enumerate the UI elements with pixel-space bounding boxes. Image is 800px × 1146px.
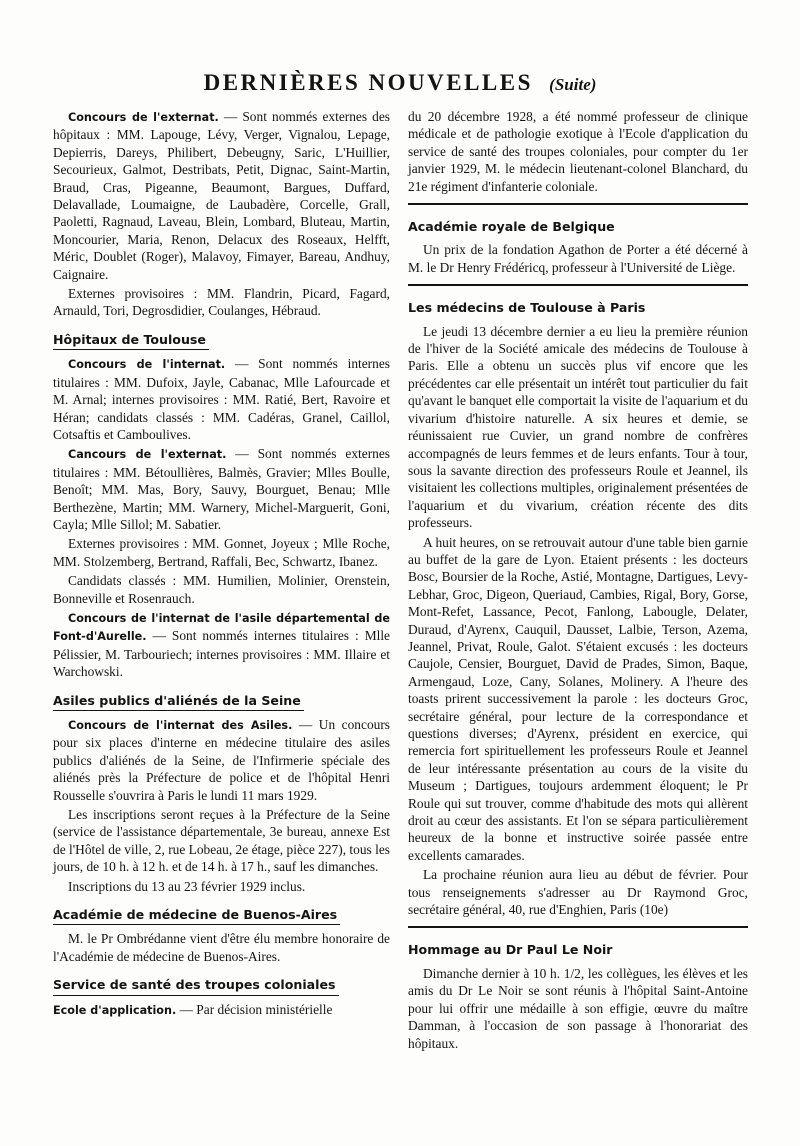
toulouse-paris-p1: Le jeudi 13 décembre dernier a eu lieu la première réunion de l'hiver de la Société amicale des médecins de Toulouse à Paris. Elle a obtenu un succès plus vif encore que les précédentes car elle présentait un intérêt tout particulier du fait qu'avant le banquet elle comportait la visite de l'aquarium et du vivarium d'histoire naturelle. A six heures et demie, se réunissaient rue Cuvier, un grand nombre de confrères accompagnés de leurs femmes et de leurs enfants. Tour à tour, sous la savante direction des professeurs Roule et Jeannel, ils visitaient les collections multiples, originalement présentées de l'aquarium et du vivarium, création récente des dits professeurs. [408,323,748,531]
section-asiles-seine: Asiles publics d'aliénés de la Seine [53,692,304,711]
externat-lead: Concours de l'externat. [68,111,219,124]
asiles-dates: Inscriptions du 13 au 23 février 1929 inclus. [68,878,306,894]
toulouse-internat: Concours de l'internat. — Sont nommés internes titulaires : MM. Dufoix, Jayle, Cabanac, Mlle Lafourcade et M. Arnal; internes provisoires : MM. Ratié, Bert, Ravoire et Héran; candidats classés : MM. Cadéras, Granel, Caillol, Cotsaftis et Camboulives. [53,356,390,442]
rule-belgique [408,203,748,205]
asiles-concours: Concours de l'internat des Asiles. — Un concours pour six places d'interne en médecine titulaire des asiles publics d'aliénés de la Seine, de l'Infirmerie spéciale des aliénés près la Préfecture de police et de l'hôpital Henri Rousselle s'ouvrira à Paris le lundi 11 mars 1929. [53,717,391,803]
title-suite: (Suite) [549,75,597,94]
belgique-text: Un prix de la fondation Agathon de Porter a été décerné à M. le Dr Henry Frédéricq, professeur à l'Université de Liège. [408,242,748,275]
section-academie-belgique: Académie royale de Belgique [408,219,615,235]
buenos-aires-text: M. le Pr Ombrédanne vient d'être élu membre honoraire de l'Académie de médecine de Buenos-Aires. [53,931,390,964]
page-title: DERNIÈRES NOUVELLES (Suite) [203,70,597,95]
left-column [53,108,390,1021]
section-hommage-le-noir: Hommage au Dr Paul Le Noir [408,942,613,958]
section-service-sante: Service de santé des troupes coloniales [53,976,339,995]
rule-hommage [408,926,748,928]
right-column [408,108,748,1054]
section-hopitaux-toulouse: Hôpitaux de Toulouse [53,331,209,350]
sante-paragraph: Ecole d'application. — Par décision ministérielle [53,1001,333,1017]
externat-paragraph: Concours de l'externat. — Sont nommés externes des hôpitaux : MM. Lapouge, Lévy, Verger, Vignalou, Lepage, Depierris, Dareys, Philibert, Debeugny, Saric, L'Huillier, Secourieux, Galmot, Destribats, Petit, Dignac, Saint-Martin, Braud, Cras, Pigeanne, Beaumont, Bargues, Duffard, Delavallade, Loumaigne, de Laubadère, Corcelle, Grall, Paoletti, Ragnaud, Laveau, Blein, Lombard, Bluteau, Martin, Moncourier, Maria, Renon, Delacux des Roseaux, Helfft, Méric, Doublet (Roger), Malavoy, Fimayer, Bareau, Andhuy, Caignaire. [53,109,390,282]
sante-continuation: du 20 décembre 1928, a été nommé professeur de clinique médicale et de pathologie exotique à l'Ecole d'application du service de santé des troupes coloniales, pour compter du 1er janvier 1929, M. le médecin lieutenant-colonel Blanchard, du 21e régiment d'infanterie coloniale. [408,109,748,194]
toulouse-paris-p2: A huit heures, on se retrouvait autour d'une table bien garnie au buffet de la gare de Lyon. Etaient présents : les docteurs Bosc, Boursier de la Roche, Astié, Montagne, Dartigues, Levy-Lebhar, Groc, Digeon, Queriaud, Cambies, Rigal, Bory, Gorse, Mont-Refet, Lassance, Pecot, Fanlong, Labougle, Delater, Duraud, d'Ayrenx, Cauquil, Dausset, Lalbie, Terson, Azema, Jeannel, Privat, Roule, Galot. S'étaient excusés : les docteurs Caujole, Censier, Bourguet, David de Prades, Simon, Baque, Armengaud, Loze, Cany, Solanes, Molinery. A l'heure des toasts prirent successivement la parole : les docteurs Groc, secrétaire général, pour lecture de la correspondance et questions diverses; d'Ayrenx, président en exercice, qui remercia fort spirituellement les professeurs Roule et Jeannel de leur intéressante présentation au cours de la visite du Museum ; Dartigues, toujours ardemment éloquent; le Pr Roule qui sut trouver, comme d'habitude des mots qui allèrent droit au cœur des assistants. Et l'on se sépara particulièrement heureux de la bonne et instructive soirée passée entre excellents camarades. [408,534,748,863]
toulouse-externes-provisoires: Externes provisoires : MM. Gonnet, Joyeux ; Mlle Roche, MM. Stolzemberg, Bertrand, Raffali, Bec, Schwartz, Ibanez. [53,536,390,569]
section-medecins-toulouse-paris: Les médecins de Toulouse à Paris [408,300,646,316]
rule-toulouse-paris [408,284,748,286]
toulouse-paris-p3: La prochaine réunion aura lieu au début de février. Pour tous renseignements s'adresser au Dr Raymond Groc, secrétaire général, 40, rue d'Enghien, Paris (10e) [408,867,748,918]
asiles-inscriptions: Les inscriptions seront reçues à la Préfecture de la Seine (service de l'assistance départementale, 3e bureau, annexe Est de l'Hôtel de ville, 2, rue Lobeau, 2e étage, pièce 227), tous les jours, de 10 h. à 12 h. et de 14 h. à 17 h., sauf les dimanches. [53,807,390,875]
externat-provisoires: Externes provisoires : MM. Flandrin, Picard, Fagard, Arnauld, Tori, Degrosdidier, Coulanges, Hébraud. [53,286,390,319]
toulouse-candidats: Candidats classés : MM. Humilien, Molinier, Orenstein, Bonneville et Rosenrauch. [53,573,390,606]
toulouse-externat: Cancours de l'externat. — Sont nommés externes titulaires : MM. Bétoullières, Balmès, Gravier; Mlles Boulle, Benoît; MM. Mas, Bory, Sauvy, Bourguet, Benau; Mlle Berthezène, Martin; MM. Warnery, Michel-Marguerit, Goni, Cayla; Mlle Sillol; M. Sabatier. [53,446,390,532]
hommage-text: Dimanche dernier à 10 h. 1/2, les collègues, les élèves et les amis du Dr Le Noir se sont réunis à l'hôpital Saint-Antoine pour lui offrir une médaille à son effigie, œuvre du maître Damman, à l'occasion de son passage à l'honorariat des hôpitaux. [408,965,748,1051]
section-buenos-aires: Académie de médecine de Buenos-Aires [53,906,340,925]
toulouse-asile: Concours de l'internat de l'asile départemental de Font-d'Aurelle. — Sont nommés internes titulaires : Mlle Pélissier, M. Tarbouriech; internes provisoires : MM. Illaire et Warchowski. [53,611,390,680]
